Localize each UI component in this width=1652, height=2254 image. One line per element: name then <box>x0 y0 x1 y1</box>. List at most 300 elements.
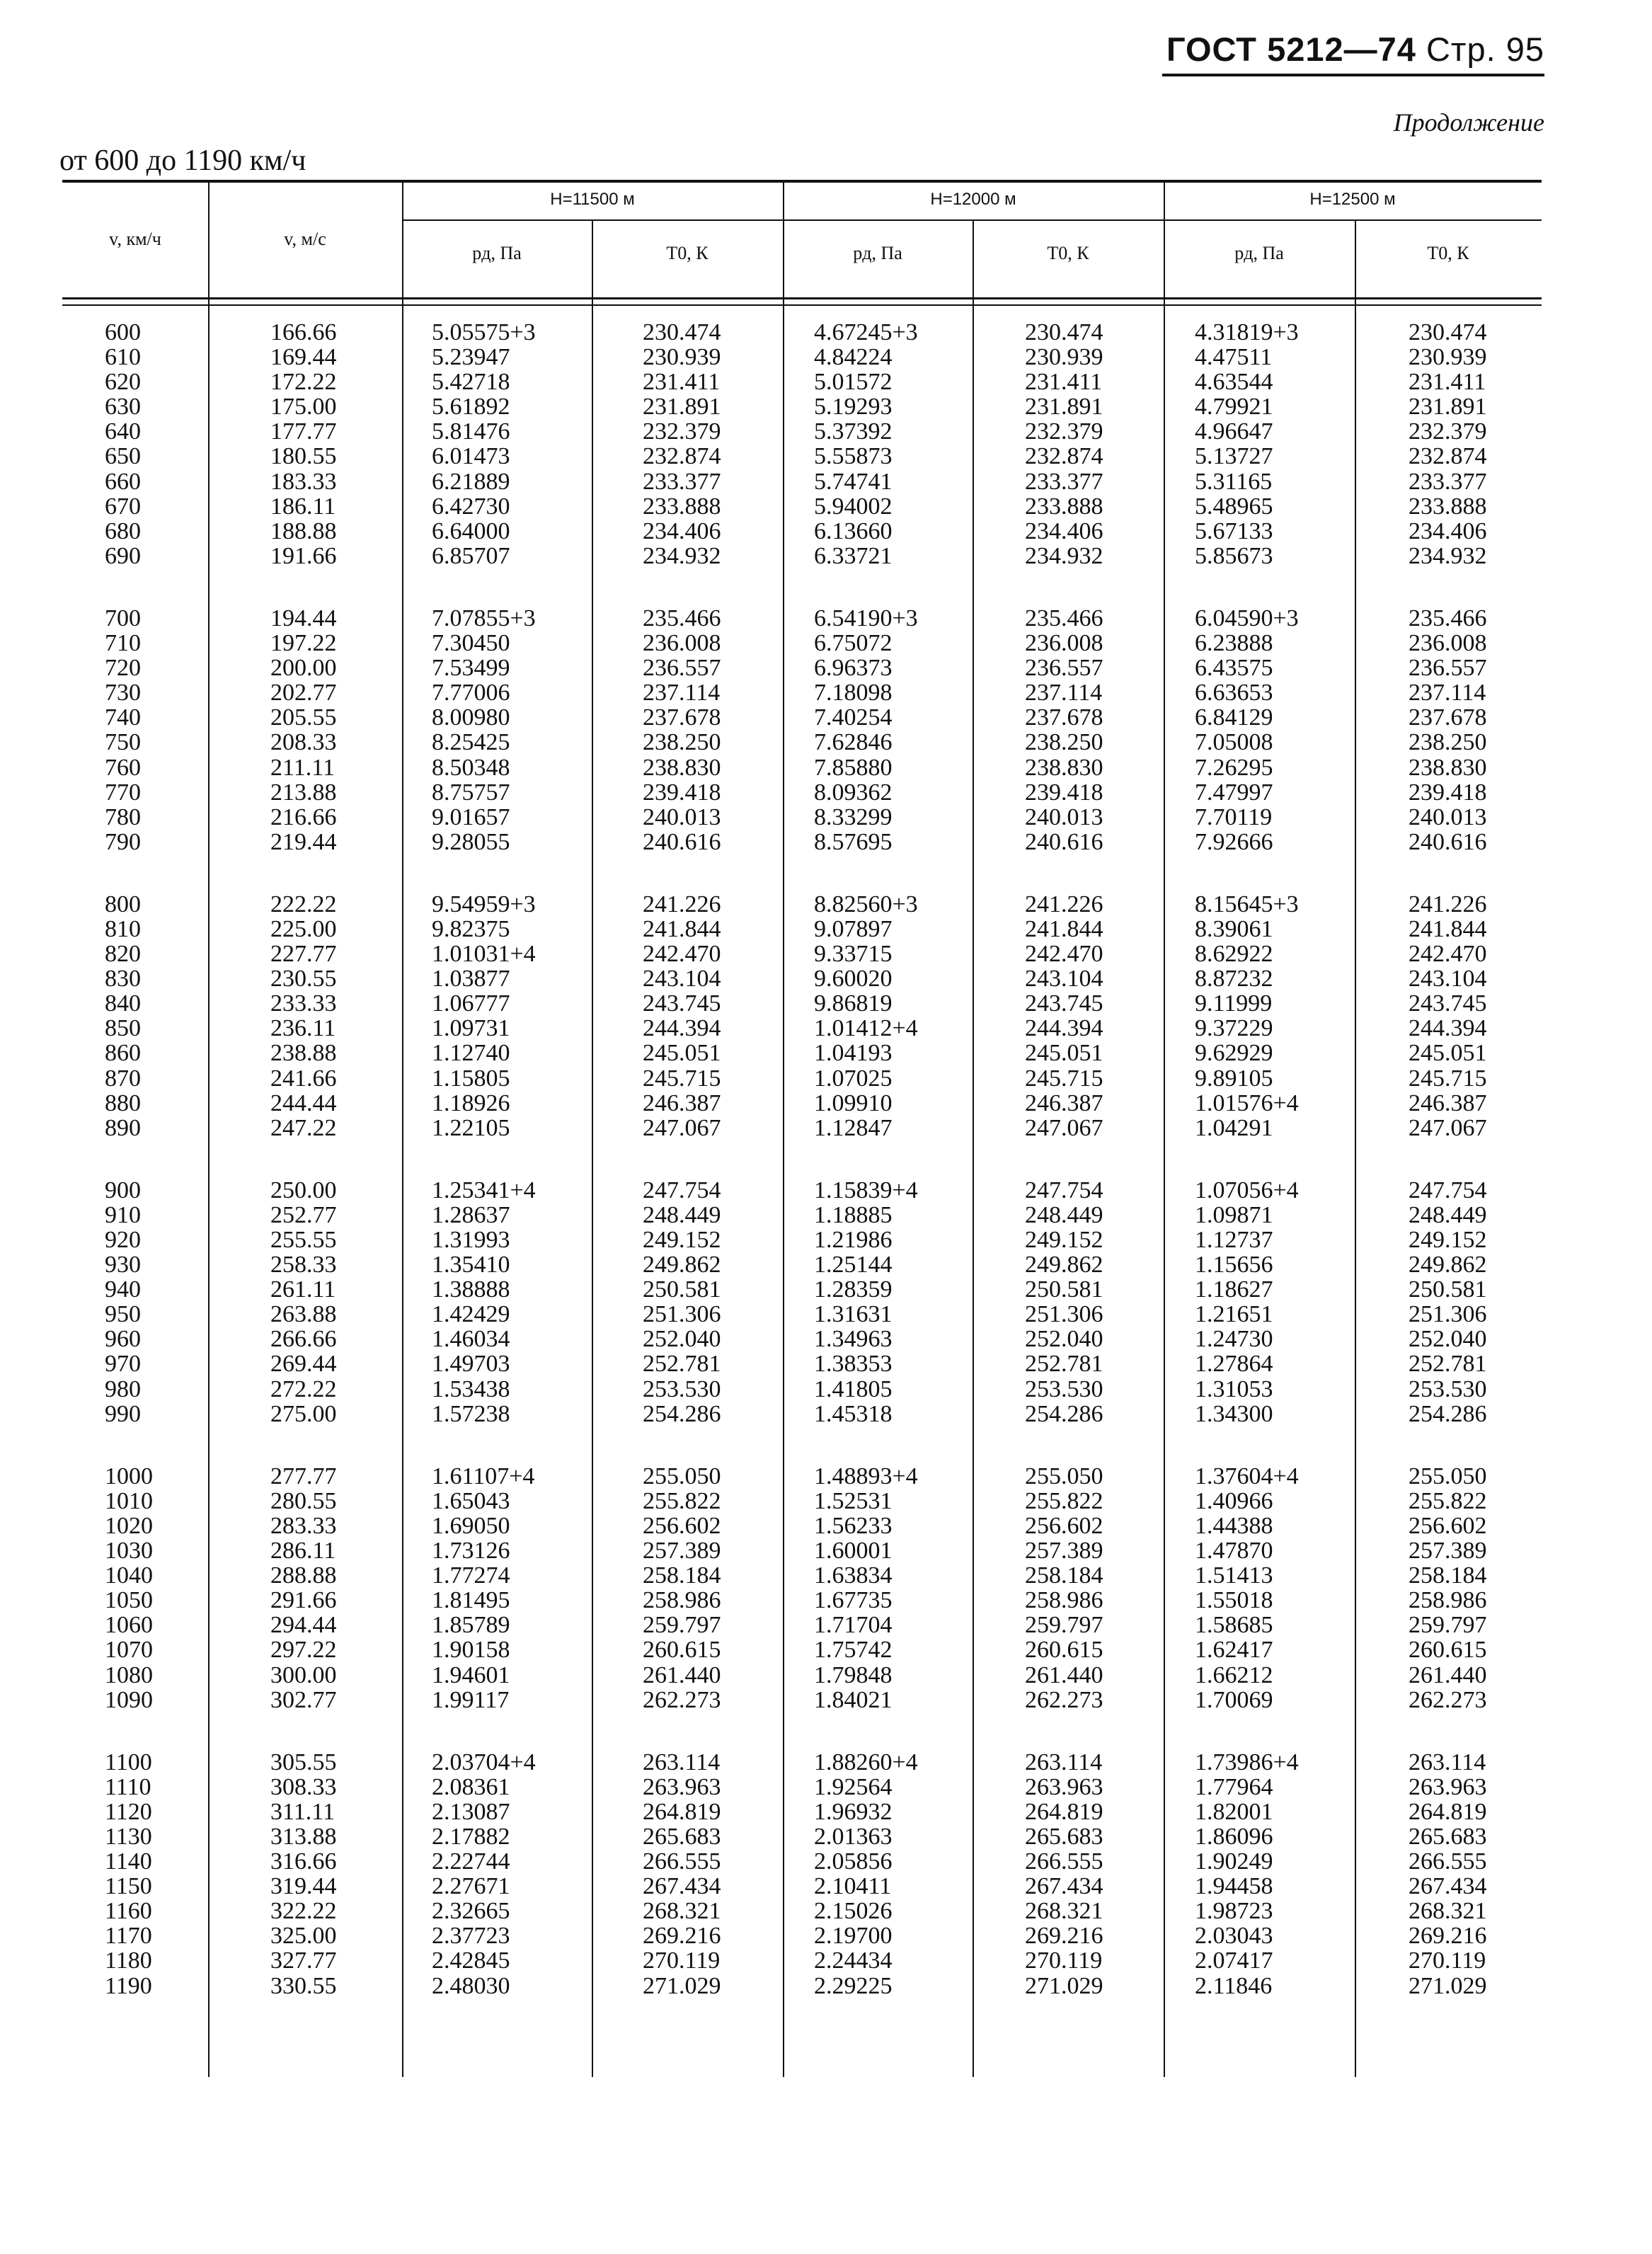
table-cell: 252.040 <box>1409 1326 1487 1353</box>
table-cell: 236.557 <box>643 655 721 682</box>
table-cell: 1.24730 <box>1195 1326 1273 1353</box>
row-block <box>814 606 918 854</box>
table-cell: 177.77 <box>270 418 337 445</box>
table-cell: 232.379 <box>643 418 721 445</box>
table-cell: 238.250 <box>1025 729 1103 756</box>
row-block <box>643 1750 721 1998</box>
table-cell: 9.86819 <box>814 990 893 1017</box>
table-cell: 233.888 <box>1025 493 1103 520</box>
row-block <box>1409 320 1487 568</box>
table-cell: 7.77006 <box>432 680 510 706</box>
table-cell: 1.99117 <box>432 1686 510 1713</box>
row-block <box>1195 606 1299 854</box>
table-cell: 9.07897 <box>814 915 893 942</box>
row-block <box>643 892 721 1140</box>
table-cell: 255.822 <box>1409 1487 1487 1514</box>
header-rule <box>1162 74 1544 76</box>
table-cell: 7.07855+3 <box>432 605 536 631</box>
row-block <box>432 606 536 854</box>
table-cell: 1020 <box>105 1512 153 1539</box>
table-cell: 238.830 <box>643 754 721 781</box>
continuation-label: Продолжение <box>1393 108 1544 137</box>
table-cell: 1.15656 <box>1195 1252 1273 1278</box>
table-cell: 247.754 <box>1025 1177 1103 1203</box>
row-block <box>105 606 153 854</box>
table-cell: 1.40966 <box>1195 1487 1273 1514</box>
table-cell: 227.77 <box>270 941 337 968</box>
table-cell: 2.37723 <box>432 1923 510 1950</box>
table-cell: 1050 <box>105 1587 153 1614</box>
table-cell: 7.30450 <box>432 630 510 657</box>
table-cell: 263.114 <box>643 1749 721 1775</box>
row-block <box>1409 606 1487 854</box>
table-cell: 1.61107+4 <box>432 1463 535 1489</box>
table-cell: 5.61892 <box>432 394 510 421</box>
table-cell: 271.029 <box>1409 1972 1487 1999</box>
table-cell: 241.226 <box>1409 891 1487 917</box>
table-cell: 8.33299 <box>814 803 893 830</box>
table-cell: 6.21889 <box>432 468 510 495</box>
column-divider <box>208 180 210 2077</box>
table-cell: 263.114 <box>1409 1749 1486 1775</box>
table-cell: 327.77 <box>270 1947 337 1974</box>
table-cell: 9.60020 <box>814 966 893 992</box>
table-cell: 8.57695 <box>814 828 893 855</box>
table-cell: 1120 <box>105 1798 152 1825</box>
table-cell: 1.88260+4 <box>814 1749 918 1775</box>
table-cell: 1.28359 <box>814 1276 893 1303</box>
table-cell: 1.94601 <box>432 1661 510 1688</box>
table-cell: 268.321 <box>643 1898 721 1925</box>
column-t0-12000 <box>1025 320 1103 2036</box>
table-cell: 248.449 <box>1025 1201 1103 1228</box>
table-cell: 247.754 <box>1409 1177 1487 1203</box>
row-block <box>270 1178 337 1426</box>
table-cell: 7.53499 <box>432 655 510 682</box>
table-cell: 261.440 <box>1409 1661 1487 1688</box>
table-cell: 288.88 <box>270 1562 337 1589</box>
table-cell: 1.69050 <box>432 1512 510 1539</box>
table-cell: 4.47511 <box>1195 344 1273 371</box>
table-cell: 243.745 <box>643 990 721 1017</box>
table-cell: 268.321 <box>1409 1898 1487 1925</box>
table-cell: 232.874 <box>1409 443 1487 470</box>
table-cell: 1.92564 <box>814 1773 893 1800</box>
table-cell: 238.250 <box>1409 729 1487 756</box>
table-cell: 230.939 <box>1025 344 1103 371</box>
row-block <box>1025 1750 1103 1998</box>
row-block <box>105 1178 153 1426</box>
table-cell: 5.55873 <box>814 443 893 470</box>
table-cell: 1.90158 <box>432 1637 510 1664</box>
table-cell: 264.819 <box>1409 1798 1487 1825</box>
table-cell: 660 <box>105 468 141 495</box>
table-cell: 231.891 <box>643 394 721 421</box>
column-v-ms <box>270 320 337 2036</box>
row-block <box>814 1464 918 1712</box>
table-cell: 5.85673 <box>1195 542 1273 569</box>
table-cell: 269.44 <box>270 1351 337 1378</box>
table-cell: 1.84021 <box>814 1686 893 1713</box>
table-cell: 254.286 <box>1409 1400 1487 1427</box>
table-cell: 4.84224 <box>814 344 893 371</box>
table-cell: 302.77 <box>270 1686 337 1713</box>
table-cell: 1.52531 <box>814 1487 893 1514</box>
group-subheader-rule <box>402 219 1542 221</box>
table-cell: 258.184 <box>1409 1562 1487 1589</box>
table-cell: 247.067 <box>1025 1114 1103 1141</box>
table-cell: 243.104 <box>1025 966 1103 992</box>
table-cell: 258.33 <box>270 1252 337 1278</box>
table-cell: 252.040 <box>643 1326 721 1353</box>
table-cell: 9.82375 <box>432 915 510 942</box>
table-cell: 237.678 <box>1025 704 1103 731</box>
table-cell: 1.12737 <box>1195 1227 1273 1253</box>
row-block <box>643 1178 721 1426</box>
table-cell: 8.25425 <box>432 729 510 756</box>
table-cell: 1.49703 <box>432 1351 510 1378</box>
table-cell: 222.22 <box>270 891 337 917</box>
table-cell: 243.104 <box>1409 966 1487 992</box>
table-cell: 266.555 <box>1409 1848 1487 1875</box>
table-cell: 234.932 <box>643 542 721 569</box>
table-cell: 260.615 <box>1409 1637 1487 1664</box>
table-cell: 242.470 <box>1025 941 1103 968</box>
table-cell: 1.98723 <box>1195 1898 1273 1925</box>
table-cell: 4.63544 <box>1195 369 1273 396</box>
row-block <box>432 1750 536 1998</box>
column-v-kmh <box>105 320 153 2036</box>
table-cell: 1.04193 <box>814 1040 893 1067</box>
table-cell: 263.963 <box>643 1773 721 1800</box>
table-cell: 233.888 <box>1409 493 1487 520</box>
table-cell: 7.70119 <box>1195 803 1273 830</box>
row-block <box>814 320 918 568</box>
table-cell: 251.306 <box>643 1301 721 1328</box>
table-cell: 240.013 <box>1025 803 1103 830</box>
table-cell: 230.939 <box>643 344 721 371</box>
table-cell: 183.33 <box>270 468 337 495</box>
column-pd-12000 <box>814 320 918 2036</box>
row-block <box>432 1178 536 1426</box>
table-cell: 234.406 <box>643 517 721 544</box>
column-pd-11500 <box>432 320 536 2036</box>
table-cell: 9.62929 <box>1195 1040 1273 1067</box>
table-cell: 236.008 <box>1025 630 1103 657</box>
row-block <box>1025 1178 1103 1426</box>
table-cell: 1.41805 <box>814 1375 893 1402</box>
table-cell: 1.12740 <box>432 1040 510 1067</box>
table-cell: 1000 <box>105 1463 153 1489</box>
row-block <box>1409 892 1487 1140</box>
table-cell: 245.715 <box>643 1065 721 1092</box>
table-cell: 7.26295 <box>1195 754 1273 781</box>
table-cell: 240.616 <box>1025 828 1103 855</box>
table-cell: 1.09731 <box>432 1015 510 1042</box>
table-cell: 5.74741 <box>814 468 893 495</box>
table-cell: 271.029 <box>1025 1972 1103 1999</box>
table-cell: 197.22 <box>270 630 337 657</box>
table-cell: 2.07417 <box>1195 1947 1273 1974</box>
column-divider <box>592 219 593 2077</box>
table-cell: 245.051 <box>1409 1040 1487 1067</box>
table-cell: 1.60001 <box>814 1538 893 1564</box>
table-cell: 236.008 <box>1409 630 1487 657</box>
table-cell: 2.08361 <box>432 1773 510 1800</box>
table-cell: 252.781 <box>1409 1351 1487 1378</box>
table-cell: 263.114 <box>1025 1749 1103 1775</box>
range-label: от 600 до 1190 км/ч <box>59 144 306 177</box>
table-cell: 6.01473 <box>432 443 510 470</box>
table-cell: 1040 <box>105 1562 153 1589</box>
table-cell: 240.013 <box>643 803 721 830</box>
table-cell: 6.64000 <box>432 517 510 544</box>
table-cell: 266.66 <box>270 1326 337 1353</box>
table-cell: 263.963 <box>1025 1773 1103 1800</box>
row-block <box>270 892 337 1140</box>
table-cell: 600 <box>105 319 141 345</box>
col-header-t0: T0, К <box>1427 243 1469 263</box>
table-cell: 5.42718 <box>432 369 510 396</box>
table-cell: 250.581 <box>1025 1276 1103 1303</box>
row-block <box>432 320 536 568</box>
table-cell: 1.86096 <box>1195 1823 1273 1850</box>
table-cell: 2.10411 <box>814 1873 892 1900</box>
table-cell: 257.389 <box>643 1538 721 1564</box>
table-cell: 790 <box>105 828 141 855</box>
table-cell: 1.21651 <box>1195 1301 1273 1328</box>
table-cell: 237.678 <box>643 704 721 731</box>
table-cell: 1.56233 <box>814 1512 893 1539</box>
table-cell: 277.77 <box>270 1463 337 1489</box>
table-cell: 213.88 <box>270 779 337 806</box>
table-cell: 235.466 <box>1409 605 1487 631</box>
table-cell: 840 <box>105 990 141 1017</box>
table-cell: 1.71704 <box>814 1612 893 1639</box>
column-pd-12500 <box>1195 320 1299 2036</box>
row-block <box>814 1750 918 1998</box>
table-cell: 225.00 <box>270 915 337 942</box>
column-t0-11500 <box>643 320 721 2036</box>
table-cell: 235.466 <box>1025 605 1103 631</box>
table-cell: 1030 <box>105 1538 153 1564</box>
table-cell: 251.306 <box>1025 1301 1103 1328</box>
table-cell: 252.040 <box>1025 1326 1103 1353</box>
table-cell: 308.33 <box>270 1773 337 1800</box>
table-cell: 1.01412+4 <box>814 1015 918 1042</box>
table-cell: 260.615 <box>1025 1637 1103 1664</box>
table-cell: 322.22 <box>270 1898 337 1925</box>
table-cell: 237.114 <box>1025 680 1103 706</box>
table-cell: 5.05575+3 <box>432 319 536 345</box>
table-cell: 239.418 <box>643 779 721 806</box>
table-cell: 6.84129 <box>1195 704 1273 731</box>
table-cell: 330.55 <box>270 1972 337 1999</box>
table-cell: 238.250 <box>643 729 721 756</box>
table-cell: 233.377 <box>1409 468 1487 495</box>
table-cell: 241.226 <box>643 891 721 917</box>
table-cell: 243.745 <box>1025 990 1103 1017</box>
table-cell: 1.15839+4 <box>814 1177 918 1203</box>
table-cell: 730 <box>105 680 141 706</box>
table-cell: 1.63834 <box>814 1562 893 1589</box>
table-cell: 1.31993 <box>432 1227 510 1253</box>
table-cell: 7.85880 <box>814 754 893 781</box>
table-cell: 258.986 <box>1025 1587 1103 1614</box>
table-cell: 2.32665 <box>432 1898 510 1925</box>
row-block <box>643 1464 721 1712</box>
table-cell: 1.53438 <box>432 1375 510 1402</box>
table-cell: 236.557 <box>1409 655 1487 682</box>
table-cell: 7.92666 <box>1195 828 1273 855</box>
table-cell: 960 <box>105 1326 141 1353</box>
table-cell: 1.57238 <box>432 1400 510 1427</box>
table-cell: 1070 <box>105 1637 153 1664</box>
table-cell: 1170 <box>105 1923 152 1950</box>
table-cell: 1130 <box>105 1823 152 1850</box>
table-cell: 249.152 <box>1025 1227 1103 1253</box>
table-cell: 1.25341+4 <box>432 1177 536 1203</box>
column-divider <box>783 180 784 2077</box>
table-cell: 9.33715 <box>814 941 893 968</box>
row-block <box>1195 320 1299 568</box>
table-cell: 1.70069 <box>1195 1686 1273 1713</box>
table-cell: 1150 <box>105 1873 152 1900</box>
page-number: Стр. 95 <box>1426 30 1544 68</box>
row-block <box>1025 892 1103 1140</box>
table-cell: 311.11 <box>270 1798 335 1825</box>
table-cell: 305.55 <box>270 1749 337 1775</box>
table-cell: 248.449 <box>643 1201 721 1228</box>
table-cell: 9.89105 <box>1195 1065 1273 1092</box>
table-cell: 1.38353 <box>814 1351 893 1378</box>
table-cell: 1.48893+4 <box>814 1463 918 1489</box>
table-cell: 5.31165 <box>1195 468 1273 495</box>
table-cell: 1190 <box>105 1972 152 1999</box>
col-header-pd: pд, Па <box>853 243 902 263</box>
row-block <box>1025 606 1103 854</box>
table-cell: 5.13727 <box>1195 443 1273 470</box>
table-cell: 236.008 <box>643 630 721 657</box>
table-cell: 6.43575 <box>1195 655 1273 682</box>
table-cell: 255.822 <box>1025 1487 1103 1514</box>
col-header-v-kmh: v, км/ч <box>109 229 161 249</box>
table-cell: 1.75742 <box>814 1637 893 1664</box>
table-cell: 242.470 <box>643 941 721 968</box>
table-cell: 610 <box>105 344 141 371</box>
table-cell: 247.22 <box>270 1114 337 1141</box>
table-cell: 250.00 <box>270 1177 337 1203</box>
table-cell: 1.73126 <box>432 1538 510 1564</box>
row-block <box>105 320 153 568</box>
table-cell: 2.05856 <box>814 1848 893 1875</box>
table-cell: 259.797 <box>643 1612 721 1639</box>
table-cell: 241.844 <box>643 915 721 942</box>
table-cell: 1.96932 <box>814 1798 893 1825</box>
table-cell: 1.82001 <box>1195 1798 1273 1825</box>
table-cell: 930 <box>105 1252 141 1278</box>
table-cell: 166.66 <box>270 319 337 345</box>
table-cell: 232.874 <box>1025 443 1103 470</box>
table-cell: 1.45318 <box>814 1400 893 1427</box>
table-cell: 280.55 <box>270 1487 337 1514</box>
table-cell: 234.932 <box>1025 542 1103 569</box>
table-cell: 244.44 <box>270 1089 337 1116</box>
table-cell: 233.33 <box>270 990 337 1017</box>
row-block <box>1195 1178 1299 1426</box>
table-cell: 237.678 <box>1409 704 1487 731</box>
table-cell: 235.466 <box>643 605 721 631</box>
row-block <box>1195 1464 1299 1712</box>
col-header-pd: pд, Па <box>1234 243 1284 263</box>
table-cell: 236.11 <box>270 1015 336 1042</box>
table-cell: 247.067 <box>643 1114 721 1141</box>
table-cell: 710 <box>105 630 141 657</box>
table-cell: 250.581 <box>643 1276 721 1303</box>
row-block <box>643 606 721 854</box>
table-cell: 2.15026 <box>814 1898 893 1925</box>
table-cell: 269.216 <box>1409 1923 1487 1950</box>
table-cell: 175.00 <box>270 394 337 421</box>
table-cell: 265.683 <box>1025 1823 1103 1850</box>
table-cell: 640 <box>105 418 141 445</box>
row-block <box>105 892 153 1140</box>
table-cell: 760 <box>105 754 141 781</box>
table-cell: 264.819 <box>1025 1798 1103 1825</box>
table-cell: 7.62846 <box>814 729 893 756</box>
table-cell: 7.40254 <box>814 704 893 731</box>
table-cell: 243.745 <box>1409 990 1487 1017</box>
table-cell: 232.379 <box>1025 418 1103 445</box>
table-cell: 5.23947 <box>432 344 510 371</box>
table-cell: 233.377 <box>1025 468 1103 495</box>
table-cell: 1100 <box>105 1749 152 1775</box>
table-cell: 232.874 <box>643 443 721 470</box>
table-cell: 232.379 <box>1409 418 1487 445</box>
table-cell: 238.88 <box>270 1040 337 1067</box>
table-cell: 1.18926 <box>432 1089 510 1116</box>
table-cell: 251.306 <box>1409 1301 1487 1328</box>
table-cell: 1.77964 <box>1195 1773 1273 1800</box>
col-header-v-ms: v, м/с <box>284 229 326 249</box>
table-cell: 1.94458 <box>1195 1873 1273 1900</box>
table-cell: 940 <box>105 1276 141 1303</box>
table-cell: 1.65043 <box>432 1487 510 1514</box>
table-cell: 1.47870 <box>1195 1538 1273 1564</box>
table-cell: 271.029 <box>643 1972 721 1999</box>
table-cell: 2.27671 <box>432 1873 510 1900</box>
table-cell: 267.434 <box>1025 1873 1103 1900</box>
table-top-rule <box>62 180 1542 183</box>
col-header-t0: T0, К <box>1047 243 1089 263</box>
table-cell: 5.81476 <box>432 418 510 445</box>
table-cell: 264.819 <box>643 1798 721 1825</box>
table-cell: 6.63653 <box>1195 680 1273 706</box>
table-cell: 4.96647 <box>1195 418 1273 445</box>
table-cell: 254.286 <box>643 1400 721 1427</box>
table-cell: 256.602 <box>643 1512 721 1539</box>
table-cell: 810 <box>105 915 141 942</box>
table-cell: 2.03704+4 <box>432 1749 536 1775</box>
table-cell: 700 <box>105 605 141 631</box>
table-cell: 2.22744 <box>432 1848 510 1875</box>
table-cell: 258.986 <box>643 1587 721 1614</box>
table-cell: 680 <box>105 517 141 544</box>
table-cell: 255.55 <box>270 1227 337 1253</box>
table-cell: 255.050 <box>1025 1463 1103 1489</box>
table-cell: 1.66212 <box>1195 1661 1273 1688</box>
table-cell: 800 <box>105 891 141 917</box>
